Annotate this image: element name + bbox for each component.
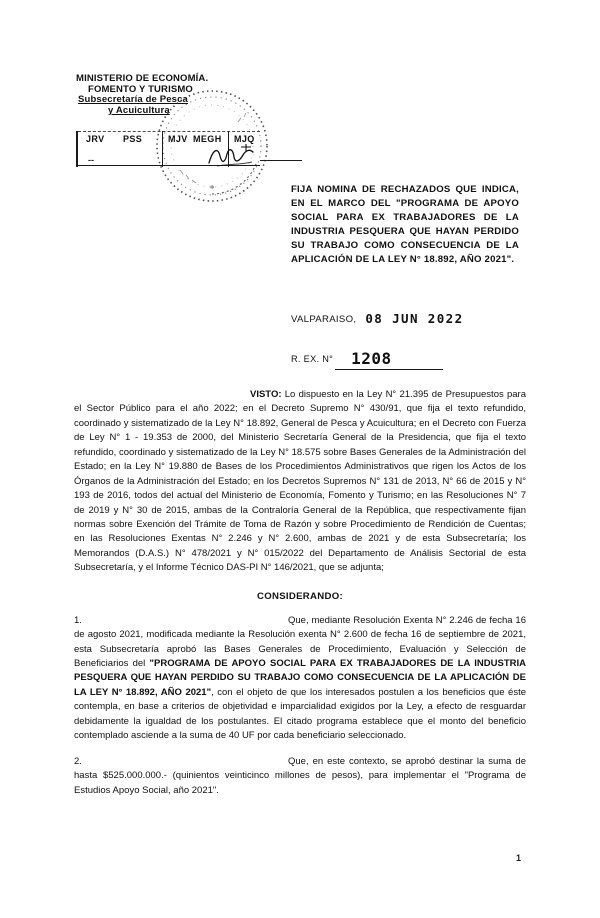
considerando-item-2 [74,755,526,798]
initials-cell-jrv: JRV [86,134,105,144]
initials-grid-divider-1 [162,131,163,167]
initials-cell-pss: PSS [123,134,143,144]
initials-cell-mjv: MJV [168,134,188,144]
considerando-item-2-number: 2. [74,755,82,767]
resolution-number-line [291,349,443,370]
visto-text: Lo dispuesto en la Ley N° 21.395 de Presupuestos para el Sector Público para el año 2022; en el Decreto Supremo N° 430/91, que fija el texto refundido, coordinado y sistematizado de la Ley N° 18.892, General de Pesca y Acuicultura; en el Decreto con Fuerza de Ley N° 1 - 19.353 de 2000, del Ministerio Secretaría General de la Presidencia, que fija el texto refundido, coordinado y sistematizado de la Ley N° 18.575 sobre Bases Generales de la Administración del Estado; en la Ley N° 19.880 de Bases de los Procedimientos Administrativos que rigen los Actos de los Órganos de la Administración del Estado; en los Decretos Supremos N° 131 de 2013, N° 66 de 2015 y N° 193 de 2016, todos del actual del Ministerio de Economía, Fomento y Turismo; en las Resoluciones N° 7 de 2019 y N° 30 de 2015, ambas de la Contraloría General de la República, que respectivamente fijan normas sobre Exención del Trámite de Toma de Razón y sobre Procedimiento de Rendición de Cuentas; en las Resoluciones Exentas N° 2.246 y N° 2.600, ambas de 2021 y de esta Subsecretaría; los Memorandos (D.A.S.) N° 478/2021 y N° 015/2022 del Departamento de Análisis Sectorial de esta Subsecretaría, y el Informe Técnico DAS-PI N° 146/2021, que se adjunta; [74,389,526,574]
initials-grid [76,131,260,167]
letterhead-line-3: Subsecretaría de Pesca [78,94,188,106]
page-number: 1 [516,853,522,863]
letterhead [74,74,274,117]
initials-cell-megh: MEGH [193,134,222,144]
considerando-item-2-text: Que, en este contexto, se aprobó destinar la suma de hasta $525.000.000.- (quinientos veinticinco millones de pesos), para implementar el "Programa de Estudios Apoyo Social, año 2021". [74,755,526,796]
resolution-number-label: R. EX. N° [291,354,334,364]
considerando-item-1-program-name: "PROGRAMA DE APOYO SOCIAL PARA EX TRABAJADORES DE LA INDUSTRIA PESQUERA QUE HAYAN PERDIDO SU TRABAJO COMO CONSECUENCIA DE LA APLICACIÓN DE LA LEY N° 18.892, AÑO 2021" [74,658,526,698]
date-stamp: 08 JUN 2022 [365,311,464,326]
initials-grid-bottom-border [78,165,260,166]
initials-cell-mjq: MJQ [234,134,255,144]
place-and-date-line [291,311,464,326]
letterhead-line-1: MINISTERIO DE ECONOMÍA. [76,73,209,84]
letterhead-line-2: FOMENTO Y TURISMO [88,83,193,95]
place-label: VALPARAISO, [291,314,357,325]
considerando-item-1 [74,614,526,744]
considerando-item-1-text-part2: , con el objeto de que los interesados postulen a los beneficios que éste contempla, en base a criterios de objetividad e imparcialidad exigidos por la Ley, a efecto de resguardar debidamente la igualdad de los postulantes. El citado programa establece que el monto del beneficio contemplado asciende a la suma de 40 UF por cada beneficiario seleccionado. [74,686,526,742]
svg-text:✻: ✻ [209,185,215,191]
resolution-subject-title: FIJA NOMINA DE RECHAZADOS QUE INDICA, EN EL MARCO DEL "PROGRAMA DE APOYO SOCIAL PARA EX TRABAJADORES DE LA INDUSTRIA PESQUERA QUE HAYAN PERDIDO SU TRABAJO COMO CONSECUENCIA DE LA APLICACIÓN DE LA LEY N° 18.892, AÑO 2021". [291,184,519,266]
considerando-item-1-number: 1. [74,614,82,626]
document-body [74,388,526,809]
initials-grid-tail-line [260,160,302,161]
resolution-number-value: 1208 [335,349,443,370]
visto-paragraph [74,388,526,576]
initials-grid-dash-mark: -- [88,155,94,165]
initials-grid-left-border [76,131,78,167]
initials-grid-divider-2 [228,131,229,167]
considerando-item-1-text-part1: Que, mediante Resolución Exenta N° 2.246 de fecha 16 de agosto 2021, modificada mediante la Resolución exenta N° 2.600 de fecha 16 de septiembre de 2021, esta Subsecretaría aprobó las Bases Generales de Procedimiento, Evaluación y Selección de Beneficiarios del [74,614,526,669]
visto-lead-label: VISTO: [250,389,282,400]
letterhead-line-4: y Acuicultura [108,104,170,116]
considerando-heading: CONSIDERANDO: [257,590,343,602]
initials-grid-top-border [78,131,260,132]
